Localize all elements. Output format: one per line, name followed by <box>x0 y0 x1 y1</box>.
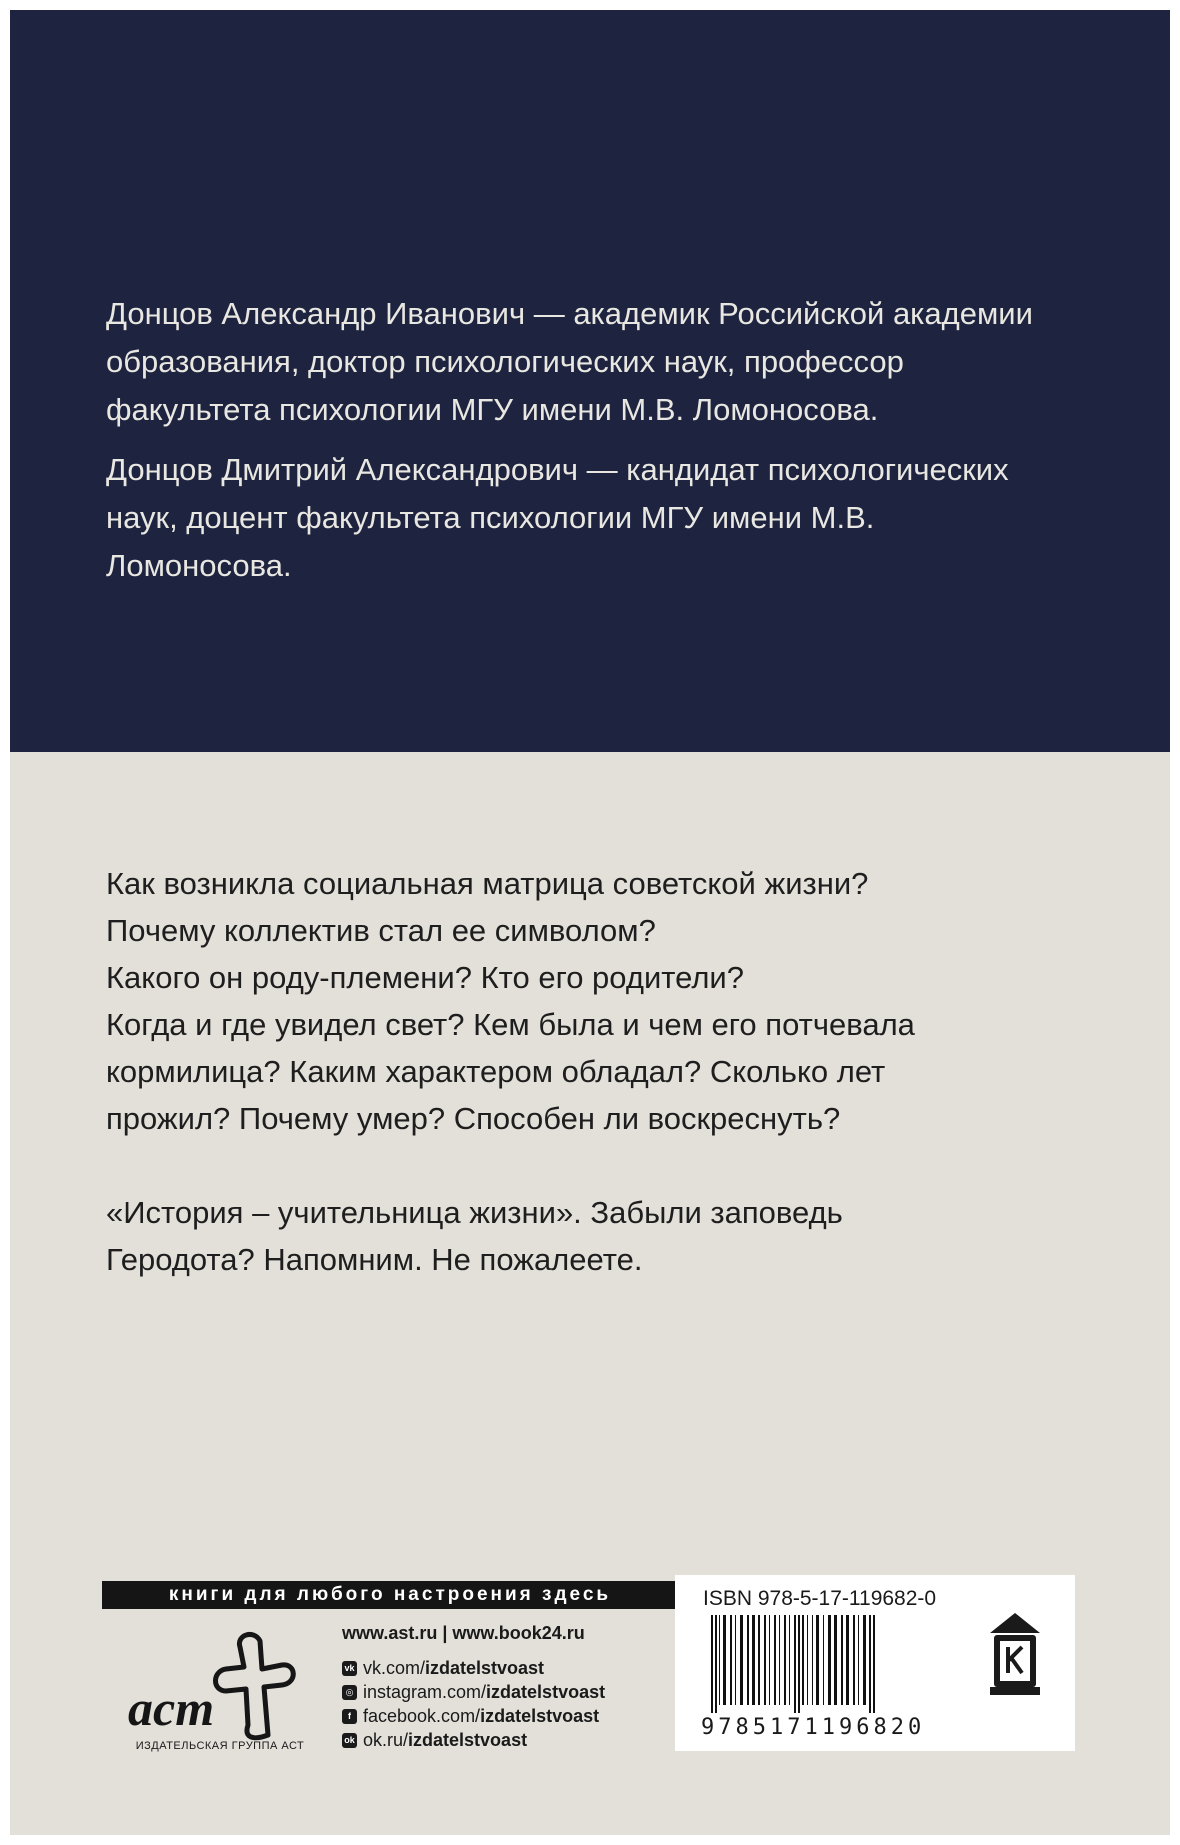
facebook-icon: f <box>342 1709 357 1724</box>
barcode-bar <box>802 1615 804 1705</box>
barcode-bar <box>873 1615 875 1713</box>
barcode-bar <box>735 1615 736 1705</box>
barcode-bar <box>715 1615 717 1713</box>
barcode-bar <box>789 1615 790 1705</box>
social-link-odnoklassniki[interactable] <box>342 1728 672 1752</box>
publisher-name: ИЗДАТЕЛЬСКАЯ ГРУППА АСТ <box>135 1740 305 1752</box>
barcode-digits: 9785171196820 <box>701 1715 926 1740</box>
barcode-bar <box>807 1615 808 1705</box>
blurb-line: прожил? Почему умер? Способен ли воскреснуть? <box>106 1101 841 1136</box>
barcode-bar <box>711 1615 713 1713</box>
website-links[interactable]: www.ast.ru | www.book24.ru <box>342 1623 585 1643</box>
isbn-barcode-box <box>675 1575 1075 1751</box>
barcode-bar <box>869 1615 871 1713</box>
barcode-bar <box>816 1615 819 1705</box>
social-link-instagram[interactable] <box>342 1680 672 1704</box>
logo-lettering: аст <box>128 1680 215 1736</box>
blurb-line: Когда и где увидел свет? Кем была и чем его потчевала <box>106 1007 915 1042</box>
instagram-icon: ◎ <box>342 1685 357 1700</box>
barcode-bar <box>853 1615 855 1705</box>
barcode-bar <box>834 1615 837 1705</box>
barcode-bar <box>863 1615 866 1705</box>
barcode-bar <box>794 1615 796 1713</box>
social-link-vk[interactable] <box>342 1656 672 1680</box>
author-2-bio: Донцов Дмитрий Александрович — кандидат психологических наук, доцент факультета психологии МГУ имени М.В. Ломоносова. <box>106 452 1009 583</box>
barcode-bar <box>740 1615 743 1705</box>
quote-line: Геродота? Напомним. Не пожалеете. <box>106 1242 643 1277</box>
author-bio-panel <box>10 10 1170 752</box>
barcode-bar <box>774 1615 776 1705</box>
vk-icon: vk <box>342 1661 357 1676</box>
quote-line: «История – учительница жизни». Забыли заповедь <box>106 1195 843 1230</box>
barcode-bar <box>764 1615 766 1705</box>
barcode-bar <box>798 1615 800 1713</box>
barcode-bar <box>841 1615 843 1705</box>
barcode-bar <box>730 1615 732 1705</box>
barcode-bar <box>784 1615 786 1705</box>
book-back-cover <box>10 10 1170 1835</box>
barcode-bar <box>719 1615 720 1705</box>
author-bio <box>106 290 1066 602</box>
barcode-bar <box>858 1615 859 1705</box>
social-handle: izdatelstvoast <box>425 1657 545 1678</box>
isbn-number: ISBN 978-5-17-119682-0 <box>703 1587 937 1610</box>
social-prefix: instagram.com/ <box>363 1681 487 1702</box>
barcode-bar <box>769 1615 770 1705</box>
publisher-tagline: книги для любого настроения здесь <box>102 1581 678 1609</box>
social-handle: izdatelstvoast <box>408 1729 528 1750</box>
social-prefix: facebook.com/ <box>363 1705 481 1726</box>
blurb-line: кормилица? Каким характером обладал? Сколько лет <box>106 1054 886 1089</box>
social-link-facebook[interactable] <box>342 1704 672 1728</box>
barcode-bar <box>828 1615 831 1705</box>
lantern-icon <box>980 1611 1050 1701</box>
blurb-line: Какого он роду-племени? Кто его родители? <box>106 960 744 995</box>
book-blurb <box>106 860 1066 1283</box>
social-prefix: ok.ru/ <box>363 1729 409 1750</box>
blurb-line: Почему коллектив стал ее символом? <box>106 913 656 948</box>
barcode-bar <box>752 1615 755 1705</box>
odnoklassniki-icon: ok <box>342 1733 357 1748</box>
barcode-bar <box>779 1615 780 1705</box>
author-1-bio: Донцов Александр Иванович — академик Российской академии образования, доктор психологических наук, профессор факультета психологии МГУ имени М.В. Ломоносова. <box>106 296 1033 427</box>
barcode-bar <box>758 1615 760 1705</box>
blurb-line: Как возникла социальная матрица советской жизни? <box>106 866 869 901</box>
social-handle: izdatelstvoast <box>480 1705 600 1726</box>
barcode-bar <box>846 1615 849 1705</box>
ast-logo <box>120 1625 320 1745</box>
barcode-bar <box>723 1615 726 1705</box>
barcode-bar <box>747 1615 749 1705</box>
social-prefix: vk.com/ <box>363 1657 426 1678</box>
barcode-bar <box>823 1615 824 1705</box>
barcode-bar <box>812 1615 813 1705</box>
social-handle: izdatelstvoast <box>486 1681 606 1702</box>
barcode <box>711 1615 951 1713</box>
publisher-links <box>342 1623 672 1752</box>
